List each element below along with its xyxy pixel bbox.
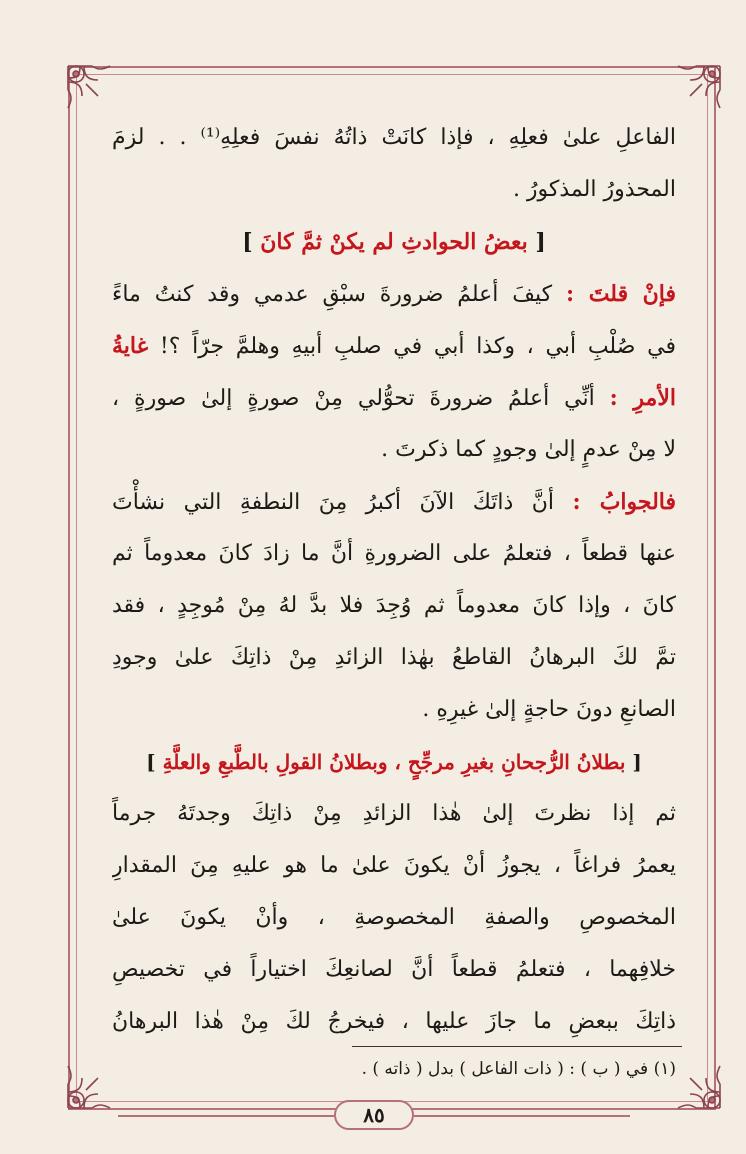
text-line: المخصوصِ والصفةِ المخصوصةِ ، وأنْ يكونَ علىٰ	[112, 905, 676, 930]
text-fragment: أنِّي أعلمُ ضرورةَ تحوُّلي مِنْ صورةٍ إلىٰ صورةٍ ،	[112, 386, 595, 411]
footnote-divider	[352, 1046, 682, 1047]
keyword-red: الأمرِ :	[609, 385, 676, 411]
page-body	[112, 112, 676, 1048]
answer-label: فالجوابُ :	[572, 489, 676, 515]
text-line: الفاعلِ علىٰ فعلِهِ ، فإذا كانَتْ ذاتُهُ نفسَ فعلِهِ⁽¹⁾ . . لزمَ	[112, 125, 676, 150]
text-line: يعمرُ فراغاً ، يجوزُ أنْ يكونَ علىٰ ما هو عليهِ مِنَ المقدارِ	[112, 853, 676, 878]
text-line: لا مِنْ عدمٍ إلىٰ وجودٍ كما ذكرتَ .	[381, 437, 676, 462]
text-line	[112, 476, 676, 528]
keyword-red: غايةُ	[112, 333, 149, 359]
text-line: ثم إذا نظرتَ إلىٰ هٰذا الزائدِ مِنْ ذاتِكَ وجدتَهُ جرماً	[112, 801, 676, 826]
page-number: ٨٥	[334, 1100, 414, 1130]
page-number-rule	[414, 1115, 630, 1117]
section-heading-text: بطلانُ الرُّجحانِ بغيرِ مرجِّحٍ ، وبطلانُ القولِ بالطَّبعِ والعلَّةِ	[162, 750, 626, 774]
section-heading-text: بعضُ الحوادثِ لم يكنْ ثمَّ كانَ	[260, 229, 528, 255]
text-fragment: كيفَ أعلمُ ضرورةَ سبْقِ عدمي وقد كنتُ ماءً	[112, 282, 553, 307]
text-line: خلافِهما ، فتعلمُ قطعاً أنَّ لصانعِكَ اختياراً في تخصيصِ	[112, 957, 676, 982]
page-number-rule	[118, 1115, 334, 1117]
text-fragment: في صُلْبِ أبي ، وكذا أبي في صلبِ أبيهِ وهلمَّ جرّاً ؟!	[159, 334, 676, 359]
text-line: كانَ ، وإذا كانَ معدوماً ثم وُجِدَ فلا بدَّ لهُ مِنْ مُوجِدٍ ، فقد	[112, 593, 676, 618]
text-fragment: أنَّ ذاتَكَ الآنَ أكبرُ مِنَ النطفةِ التي نشأْتَ	[112, 490, 555, 515]
section-heading: [ بعضُ الحوادثِ لم يكنْ ثمَّ كانَ ]	[242, 229, 546, 255]
text-line: تمَّ لكَ البرهانُ القاطعُ بهٰذا الزائدِ مِنْ ذاتِكَ علىٰ وجودِ	[112, 645, 676, 670]
text-line: المحذورُ المذكورُ .	[512, 177, 676, 202]
text-line: ذاتِكَ ببعضِ ما جازَ عليها ، فيخرجُ لكَ مِنْ هٰذا البرهانُ	[112, 1009, 676, 1034]
text-line	[112, 268, 676, 320]
section-heading: [ بطلانُ الرُّجحانِ بغيرِ مرجِّحٍ ، وبطلانُ القولِ بالطَّبعِ والعلَّةِ ]	[146, 750, 642, 774]
question-label: فإنْ قلتَ :	[566, 281, 676, 307]
text-line	[112, 372, 676, 424]
text-line	[112, 320, 676, 372]
footnote: (١) في ( ب ) : ( ذات الفاعل ) بدل ( ذاته ) .	[361, 1059, 676, 1079]
text-line: عنها قطعاً ، فتعلمُ على الضرورةِ أنَّ ما زادَ كانَ معدوماً ثم	[112, 541, 676, 566]
text-line: الصانعِ دونَ حاجةٍ إلىٰ غيرِهِ .	[422, 697, 676, 722]
